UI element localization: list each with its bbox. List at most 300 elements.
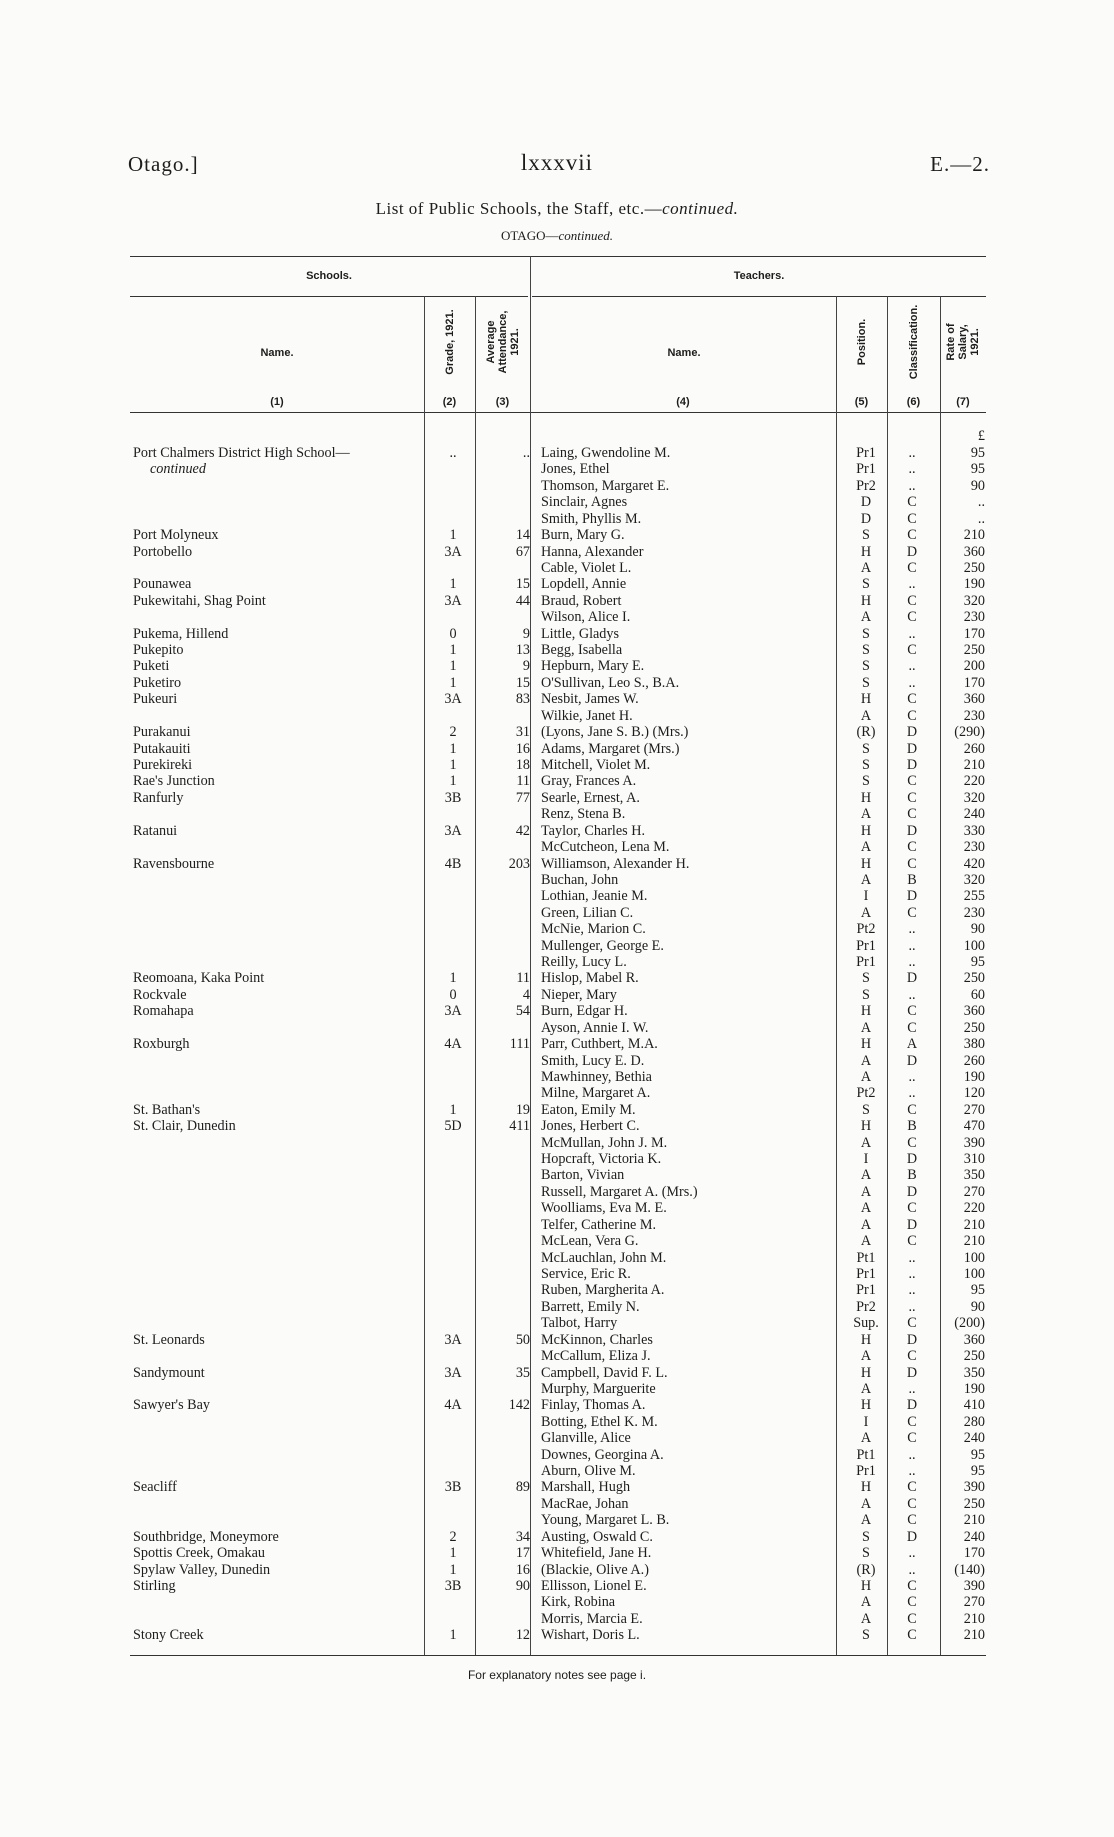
salary-cell: 100	[963, 937, 985, 954]
position-cell: I	[863, 888, 869, 905]
teacher-name: Marshall, Hugh	[541, 1479, 631, 1496]
classification-cell: D	[906, 1216, 918, 1233]
salary-cell: 270	[963, 1594, 985, 1611]
position-cell: A	[860, 1052, 872, 1069]
school-name: Romahapa	[133, 1003, 194, 1020]
position-cell: H	[860, 1577, 872, 1594]
school-name: Portobello	[133, 543, 193, 560]
table-row	[0, 806, 1114, 822]
table-row	[0, 1135, 1114, 1151]
table-row	[0, 609, 1114, 625]
position-cell: A	[860, 1233, 872, 1250]
position-cell: S	[862, 756, 870, 773]
grade-cell: 4A	[444, 1036, 462, 1053]
attendance-cell: 67	[515, 543, 530, 560]
teacher-name: Smith, Phyllis M.	[541, 510, 642, 527]
position-cell: H	[860, 543, 872, 560]
position-cell: H	[860, 592, 872, 609]
classification-cell: ..	[908, 477, 916, 494]
classification-cell: C	[907, 609, 917, 626]
classification-cell: C	[907, 1134, 917, 1151]
classification-cell: D	[906, 1364, 918, 1381]
classification-cell: ..	[908, 1085, 916, 1102]
table-row	[0, 1250, 1114, 1266]
col-num-2: (2)	[442, 396, 457, 408]
position-cell: Pt1	[856, 1249, 876, 1266]
table-row	[0, 921, 1114, 937]
position-cell: Pt2	[856, 1085, 876, 1102]
position-cell: H	[860, 822, 872, 839]
salary-cell: 390	[963, 1479, 985, 1496]
school-name: Sawyer's Bay	[133, 1397, 211, 1414]
teacher-name: Young, Margaret L. B.	[541, 1512, 670, 1529]
teacher-name: Ellisson, Lionel E.	[541, 1577, 647, 1594]
salary-cell: 250	[963, 970, 985, 987]
salary-cell: 210	[963, 1233, 985, 1250]
position-cell: A	[860, 1495, 872, 1512]
salary-cell: 250	[963, 1019, 985, 1036]
page-number: lxxxvii	[520, 150, 594, 175]
position-cell: A	[860, 1183, 872, 1200]
table-row	[0, 1529, 1114, 1545]
position-cell: Pr1	[856, 954, 876, 971]
classification-cell: D	[906, 1052, 918, 1069]
position-cell: A	[860, 1380, 872, 1397]
table-row	[0, 1611, 1114, 1627]
salary-cell: 420	[963, 855, 985, 872]
classification-cell: C	[907, 691, 917, 708]
table-row	[0, 1118, 1114, 1134]
table-row	[0, 790, 1114, 806]
table-top-rule	[130, 256, 986, 257]
table-row	[0, 1627, 1114, 1643]
grade-cell: 5D	[444, 1118, 462, 1135]
classification-cell: C	[907, 904, 917, 921]
classification-cell: C	[907, 642, 917, 659]
position-cell: Pr1	[856, 1463, 876, 1480]
teacher-name: Gray, Frances A.	[541, 773, 637, 790]
classification-cell: C	[907, 1512, 917, 1529]
teacher-name: Parr, Cuthbert, M.A.	[541, 1036, 658, 1053]
salary-cell: 360	[963, 1331, 985, 1348]
teacher-name: Williamson, Alexander H.	[541, 855, 690, 872]
classification-cell: ..	[908, 1266, 916, 1282]
classification-cell: D	[906, 1183, 918, 1200]
attendance-cell: 111	[509, 1036, 530, 1053]
salary-cell: 270	[963, 1183, 985, 1200]
position-cell: H	[860, 1479, 872, 1496]
salary-cell: 220	[963, 1200, 985, 1217]
position-cell: H	[860, 1397, 872, 1414]
salary-cell: 330	[963, 822, 985, 839]
salary-cell: 210	[963, 1610, 985, 1627]
table-row	[0, 1332, 1114, 1348]
teacher-name: McCutcheon, Lena M.	[541, 839, 670, 856]
col-num-4: (4)	[676, 396, 690, 408]
classification-cell: C	[907, 1627, 917, 1644]
col-num-3: (3)	[495, 396, 510, 408]
table-row	[0, 511, 1114, 527]
table-row	[0, 872, 1114, 888]
teacher-name: Barton, Vivian	[541, 1167, 625, 1184]
grade-cell: 1	[449, 642, 457, 659]
salary-cell: 100	[963, 1249, 985, 1266]
salary-cell: 230	[963, 609, 985, 626]
teacher-name: Murphy, Marguerite	[541, 1380, 656, 1397]
position-cell: I	[863, 1413, 869, 1430]
attendance-cell: 19	[515, 1101, 530, 1118]
position-cell: H	[860, 1118, 872, 1135]
attendance-cell: 16	[515, 740, 530, 757]
teacher-name: McNie, Marion C.	[541, 921, 646, 938]
table-row	[0, 954, 1114, 970]
table-row	[0, 1512, 1114, 1528]
grade-cell: 3A	[444, 592, 462, 609]
salary-cell: 350	[963, 1167, 985, 1184]
salary-cell: 90	[970, 1298, 985, 1315]
grade-cell: 3A	[444, 1003, 462, 1020]
teacher-name: Mullenger, George E.	[541, 937, 664, 954]
school-name: Stony Creek	[133, 1627, 204, 1644]
classification-cell: ..	[908, 1298, 916, 1315]
table-row	[0, 1102, 1114, 1118]
teacher-name: O'Sullivan, Leo S., B.A.	[541, 674, 680, 691]
salary-cell: 210	[963, 1627, 985, 1644]
salary-cell: 320	[963, 592, 985, 609]
attendance-cell: 35	[515, 1364, 530, 1381]
classification-cell: D	[906, 1528, 918, 1545]
position-cell: A	[860, 609, 872, 626]
currency-row	[0, 428, 1114, 444]
grade-cell: 1	[449, 1561, 457, 1578]
teacher-name: Wilson, Alice I.	[541, 609, 631, 626]
school-name: Puketi	[133, 658, 170, 675]
table-row	[0, 823, 1114, 839]
grade-cell: 4B	[444, 855, 462, 872]
classification-cell: C	[907, 592, 917, 609]
classification-cell: C	[907, 527, 917, 544]
position-cell: A	[860, 1200, 872, 1217]
table-row	[0, 757, 1114, 773]
title-italic: continued.	[662, 199, 739, 218]
salary-cell: 250	[963, 1495, 985, 1512]
position-cell: S	[862, 1528, 870, 1545]
attendance-cell: 4	[522, 986, 530, 1003]
table-row	[0, 1282, 1114, 1298]
classification-cell: ..	[908, 1545, 916, 1562]
position-cell: A	[860, 1216, 872, 1233]
salary-cell: ..	[977, 510, 985, 527]
table-row	[0, 1003, 1114, 1019]
teacher-name: (Lyons, Jane S. B.) (Mrs.)	[541, 724, 689, 741]
col-num-6: (6)	[906, 396, 921, 408]
table-row	[0, 905, 1114, 921]
school-name: Ranfurly	[133, 789, 184, 806]
classification-cell: D	[906, 1397, 918, 1414]
table-row	[0, 1020, 1114, 1036]
classification-cell: C	[907, 1495, 917, 1512]
salary-cell: 190	[963, 1068, 985, 1085]
salary-cell: ..	[977, 494, 985, 511]
teacher-name: Kirk, Robina	[541, 1594, 616, 1611]
teacher-name: Russell, Margaret A. (Mrs.)	[541, 1183, 698, 1200]
grade-cell: 2	[449, 724, 457, 741]
teacher-name: Thomson, Margaret E.	[541, 477, 670, 494]
school-name: Rockvale	[133, 986, 187, 1003]
classification-cell: C	[907, 559, 917, 576]
attendance-cell: 44	[515, 592, 530, 609]
teacher-name: Searle, Ernest, A.	[541, 789, 640, 806]
attendance-cell: ..	[522, 445, 530, 461]
table-row	[0, 773, 1114, 789]
school-name: Southbridge, Moneymore	[133, 1528, 279, 1545]
table-row	[0, 461, 1114, 477]
classification-cell: C	[907, 1315, 917, 1332]
teacher-name: Lothian, Jeanie M.	[541, 888, 648, 905]
table-row	[0, 1348, 1114, 1364]
table-row	[0, 1562, 1114, 1578]
school-name: Reomoana, Kaka Point	[133, 970, 265, 987]
position-cell: (R)	[856, 1561, 876, 1578]
attendance-cell: 12	[515, 1627, 530, 1644]
school-name-continued: continued	[150, 461, 206, 478]
position-cell: D	[860, 510, 872, 527]
teacher-name: Telfer, Catherine M.	[541, 1216, 657, 1233]
grade-cell: ..	[449, 445, 457, 461]
table-row	[0, 1397, 1114, 1413]
classification-cell: ..	[908, 1282, 916, 1299]
classification-cell: C	[907, 806, 917, 823]
school-name: Stirling	[133, 1577, 176, 1594]
grade-cell: 1	[449, 576, 457, 593]
attendance-cell: 83	[515, 691, 530, 708]
salary-cell: 90	[970, 921, 985, 938]
school-name: Pukema, Hillend	[133, 625, 229, 642]
table-row	[0, 1496, 1114, 1512]
position-cell: H	[860, 855, 872, 872]
classification-cell: C	[907, 1430, 917, 1447]
currency-symbol: £	[977, 428, 985, 444]
position-header: Position.	[856, 318, 868, 366]
salary-cell: 270	[963, 1101, 985, 1118]
classification-cell: ..	[908, 625, 916, 642]
page-header-right: E.—2.	[930, 152, 990, 176]
grade-cell: 1	[449, 527, 457, 544]
salary-cell: 200	[963, 658, 985, 675]
position-cell: S	[862, 576, 870, 593]
table-row	[0, 1365, 1114, 1381]
classification-cell: B	[907, 1167, 917, 1184]
table-row	[0, 1266, 1114, 1282]
page-subtitle	[0, 228, 1114, 244]
school-name: Puketiro	[133, 674, 182, 691]
school-name: Pukewitahi, Shag Point	[133, 592, 266, 609]
teacher-name: Hislop, Mabel R.	[541, 970, 639, 987]
teacher-name: (Blackie, Olive A.)	[541, 1561, 649, 1578]
attendance-cell: 54	[515, 1003, 530, 1020]
teacher-name: Laing, Gwendoline M.	[541, 445, 671, 461]
position-cell: Pr1	[856, 937, 876, 954]
teacher-name: Woolliams, Eva M. E.	[541, 1200, 667, 1217]
table-row	[0, 642, 1114, 658]
salary-cell: 250	[963, 559, 985, 576]
grade-cell: 3B	[444, 1577, 462, 1594]
salary-cell: 170	[963, 625, 985, 642]
table-row	[0, 1430, 1114, 1446]
position-cell: A	[860, 1167, 872, 1184]
subtitle-italic: continued.	[558, 228, 613, 243]
attendance-cell: 42	[515, 822, 530, 839]
school-name: Sandymount	[133, 1364, 205, 1381]
col-num-5: (5)	[854, 396, 869, 408]
footer-note: For explanatory notes see page i.	[467, 1668, 647, 1682]
grade-cell: 1	[449, 1545, 457, 1562]
position-cell: S	[862, 658, 870, 675]
classification-cell: C	[907, 1019, 917, 1036]
salary-cell: (140)	[954, 1561, 985, 1578]
col-num-7: (7)	[956, 396, 970, 408]
classification-cell: A	[906, 1036, 918, 1053]
table-row	[0, 938, 1114, 954]
table-row	[0, 1594, 1114, 1610]
position-cell: S	[862, 1545, 870, 1562]
grade-cell: 3B	[444, 789, 462, 806]
attendance-header: Average Attendance, 1921.	[485, 310, 521, 374]
classification-cell: D	[906, 1331, 918, 1348]
position-cell: A	[860, 806, 872, 823]
classification-cell: ..	[908, 1068, 916, 1085]
school-name: Spottis Creek, Omakau	[133, 1545, 266, 1562]
classification-cell: C	[907, 1594, 917, 1611]
grade-cell: 0	[449, 625, 457, 642]
salary-cell: 170	[963, 674, 985, 691]
salary-cell: 95	[970, 1463, 985, 1480]
grade-cell: 3A	[444, 1331, 462, 1348]
salary-cell: (290)	[954, 724, 985, 741]
teacher-name: Taylor, Charles H.	[541, 822, 646, 839]
salary-cell: 240	[963, 806, 985, 823]
table-row	[0, 1200, 1114, 1216]
teacher-name: Nesbit, James W.	[541, 691, 639, 708]
attendance-cell: 11	[516, 773, 530, 790]
teacher-name: Aburn, Olive M.	[541, 1463, 636, 1480]
school-name: Pukeuri	[133, 691, 178, 708]
salary-cell: 190	[963, 1380, 985, 1397]
position-cell: A	[860, 839, 872, 856]
grade-header: Grade, 1921.	[444, 309, 456, 375]
subtitle-main: OTAGO—	[501, 228, 559, 243]
classification-cell: C	[907, 1233, 917, 1250]
salary-cell: 95	[970, 1446, 985, 1463]
classification-cell: ..	[908, 1380, 916, 1397]
classification-cell: C	[907, 1479, 917, 1496]
position-cell: (R)	[856, 724, 876, 741]
table-bottom-rule	[130, 1655, 986, 1656]
classification-cell: D	[906, 970, 918, 987]
teacher-name: Jones, Herbert C.	[541, 1118, 640, 1135]
attendance-cell: 89	[515, 1479, 530, 1496]
classification-cell: C	[907, 707, 917, 724]
salary-cell: 360	[963, 691, 985, 708]
school-name: Port Molyneux	[133, 527, 219, 544]
position-cell: Pr2	[856, 477, 876, 494]
salary-cell: 230	[963, 839, 985, 856]
attendance-cell: 18	[515, 756, 530, 773]
grade-cell: 4A	[444, 1397, 462, 1414]
position-cell: S	[862, 642, 870, 659]
classification-cell: D	[906, 724, 918, 741]
school-name: St. Leonards	[133, 1331, 205, 1348]
salary-cell: 250	[963, 1348, 985, 1365]
grade-cell: 3A	[444, 543, 462, 560]
classification-cell: ..	[908, 1561, 916, 1578]
position-cell: H	[860, 691, 872, 708]
attendance-cell: 15	[515, 674, 530, 691]
teacher-name: Service, Eric R.	[541, 1266, 631, 1282]
salary-header: Rate of Salary, 1921.	[945, 323, 981, 361]
table-row	[0, 1053, 1114, 1069]
classification-cell: C	[907, 773, 917, 790]
title-main: List of Public Schools, the Staff, etc.—	[375, 199, 663, 218]
school-name: St. Bathan's	[133, 1101, 201, 1118]
position-cell: S	[862, 674, 870, 691]
teacher-name: McLean, Vera G.	[541, 1233, 639, 1250]
teacher-name: Downes, Georgina A.	[541, 1446, 664, 1463]
salary-cell: 350	[963, 1364, 985, 1381]
teacher-name: Wilkie, Janet H.	[541, 707, 633, 724]
table-row	[0, 658, 1114, 674]
position-cell: S	[862, 1101, 870, 1118]
salary-cell: 95	[970, 445, 985, 461]
table-row	[0, 527, 1114, 543]
salary-cell: 95	[970, 954, 985, 971]
attendance-cell: 15	[515, 576, 530, 593]
position-cell: A	[860, 1594, 872, 1611]
teacher-name: MacRae, Johan	[541, 1495, 629, 1512]
teacher-name: Green, Lilian C.	[541, 904, 634, 921]
attendance-cell: 17	[515, 1545, 530, 1562]
table-row	[0, 888, 1114, 904]
position-cell: Pr1	[856, 461, 876, 478]
table-row	[0, 1217, 1114, 1233]
position-cell: A	[860, 871, 872, 888]
table-row	[0, 478, 1114, 494]
classification-cell: ..	[908, 445, 916, 461]
teacher-name: Jones, Ethel	[541, 461, 610, 478]
teacher-name: Ayson, Annie I. W.	[541, 1019, 649, 1036]
school-name: St. Clair, Dunedin	[133, 1118, 236, 1135]
classification-cell: C	[907, 1413, 917, 1430]
teachers-group-rule	[532, 296, 986, 297]
table-row	[0, 1479, 1114, 1495]
table-row	[0, 1414, 1114, 1430]
salary-cell: 310	[963, 1151, 985, 1168]
position-cell: I	[863, 1151, 869, 1168]
position-cell: A	[860, 559, 872, 576]
salary-cell: 90	[970, 477, 985, 494]
school-name: Port Chalmers District High School—	[133, 445, 350, 461]
page-header-left: Otago.]	[128, 152, 199, 176]
table-row	[0, 560, 1114, 576]
table-row	[0, 691, 1114, 707]
attendance-cell: 13	[515, 642, 530, 659]
grade-cell: 0	[449, 986, 457, 1003]
salary-cell: 190	[963, 576, 985, 593]
classification-cell: D	[906, 543, 918, 560]
grade-cell: 1	[449, 1101, 457, 1118]
table-row	[0, 1299, 1114, 1315]
salary-cell: 255	[963, 888, 985, 905]
